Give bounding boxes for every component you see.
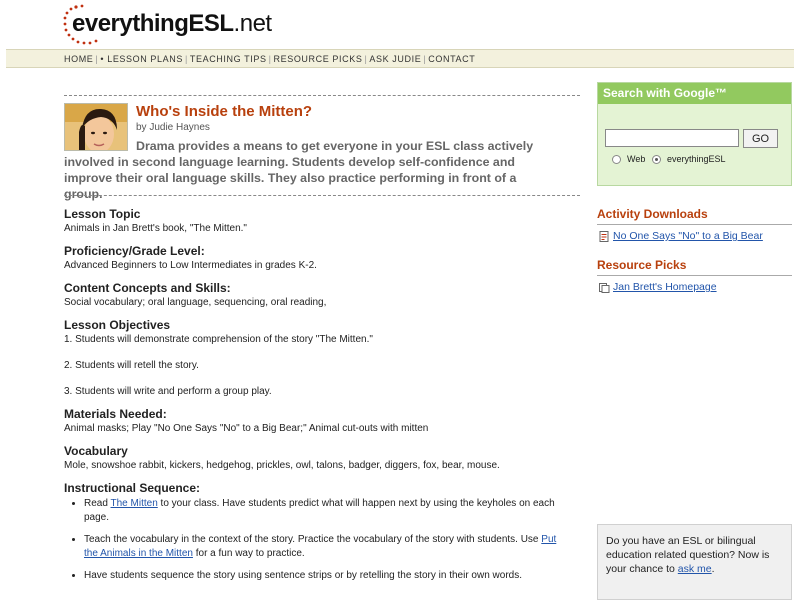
search-input[interactable] (605, 129, 739, 147)
pdf-document-icon (599, 231, 610, 242)
author-byline: by Judie Haynes (136, 122, 210, 133)
section-text: Mole, snowshoe rabbit, kickers, hedgehog, prickles, owl, talons, badger, diggers, fox, bear, mouse. (64, 460, 500, 471)
divider (597, 275, 792, 276)
web-page-icon (599, 282, 610, 293)
nav-home[interactable]: HOME (64, 54, 94, 64)
resource-item (599, 281, 717, 293)
list-item: Have students sequence the story using sentence strips or by retelling the story in their own words. (64, 569, 564, 583)
logo-wordmark: everythingESL.net (72, 10, 272, 37)
section-text: Animals in Jan Brett's book, "The Mitten." (64, 223, 247, 234)
nav-ask-judie[interactable]: ASK JUDIE (369, 54, 422, 64)
section-heading: Vocabulary (64, 444, 128, 458)
section-heading: Materials Needed: (64, 407, 167, 421)
objective-item: 2. Students will retell the story. (64, 360, 199, 371)
radio-web[interactable] (612, 155, 621, 164)
resource-picks-heading: Resource Picks (597, 258, 687, 272)
nav-teaching-tips[interactable]: TEACHING TIPS (189, 54, 267, 64)
download-item (599, 230, 763, 242)
section-heading: Instructional Sequence: (64, 481, 201, 495)
lesson-content (64, 207, 564, 591)
divider (64, 195, 580, 196)
the-mitten-link[interactable]: The Mitten (110, 498, 158, 509)
big-bear-download-link[interactable]: No One Says "No" to a Big Bear (613, 230, 763, 242)
radio-site[interactable] (652, 155, 661, 164)
section-text: Social vocabulary; oral language, sequencing, oral reading, (64, 297, 327, 308)
radio-site-option[interactable]: everythingESL (652, 154, 726, 164)
list-item: Read The Mitten to your class. Have students predict what will happen next by using the keyholes on each page. (64, 497, 564, 525)
nav-lesson-plans[interactable]: • LESSON PLANS (100, 54, 183, 64)
google-search-box (597, 82, 792, 186)
nav-contact[interactable]: CONTACT (428, 54, 476, 64)
instruction-list (64, 497, 564, 583)
radio-web-option[interactable]: Web (612, 154, 645, 164)
section-text: Animal masks; Play "No One Says "No" to a Big Bear;" Animal cut-outs with mitten (64, 423, 429, 434)
article-header (64, 103, 580, 203)
nav-resource-picks[interactable]: RESOURCE PICKS (273, 54, 363, 64)
section-text: Advanced Beginners to Low Intermediates in grades K-2. (64, 260, 317, 271)
ask-judie-box: Do you have an ESL or bilingual education related question? Now is your chance to ask me. (597, 524, 792, 600)
put-animals-link[interactable]: Put the Animals in the Mitten (84, 534, 557, 559)
objective-item: 3. Students will write and perform a group play. (64, 386, 272, 397)
site-logo[interactable] (62, 4, 272, 48)
divider (597, 224, 792, 225)
activity-downloads-heading: Activity Downloads (597, 207, 708, 221)
article-intro: Drama provides a means to get everyone in your ESL class actively involved in second language learning. Students develop self-confidence and improve their oral language skills. They also practice performing in front of a group. (64, 139, 534, 201)
section-heading: Proficiency/Grade Level: (64, 244, 205, 258)
google-search-title: Search with Google™ (598, 83, 791, 104)
go-button[interactable]: GO (743, 129, 778, 148)
jan-brett-homepage-link[interactable]: Jan Brett's Homepage (613, 281, 717, 293)
section-heading: Content Concepts and Skills: (64, 281, 231, 295)
site-header (0, 0, 800, 50)
section-heading: Lesson Objectives (64, 318, 171, 332)
main-nav: HOME | • LESSON PLANS | TEACHING TIPS | RESOURCE PICKS | ASK JUDIE | CONTACT (6, 49, 794, 68)
section-heading: Lesson Topic (64, 207, 141, 221)
ask-me-link[interactable]: ask me (677, 563, 712, 575)
page-title: Who's Inside the Mitten? (136, 103, 313, 120)
divider (64, 95, 580, 96)
objective-item: 1. Students will demonstrate comprehension of the story "The Mitten." (64, 334, 373, 345)
list-item: Teach the vocabulary in the context of the story. Practice the vocabulary of the story with students. Use Put the Animals in the Mitten for a fun way to practice. (64, 533, 564, 561)
